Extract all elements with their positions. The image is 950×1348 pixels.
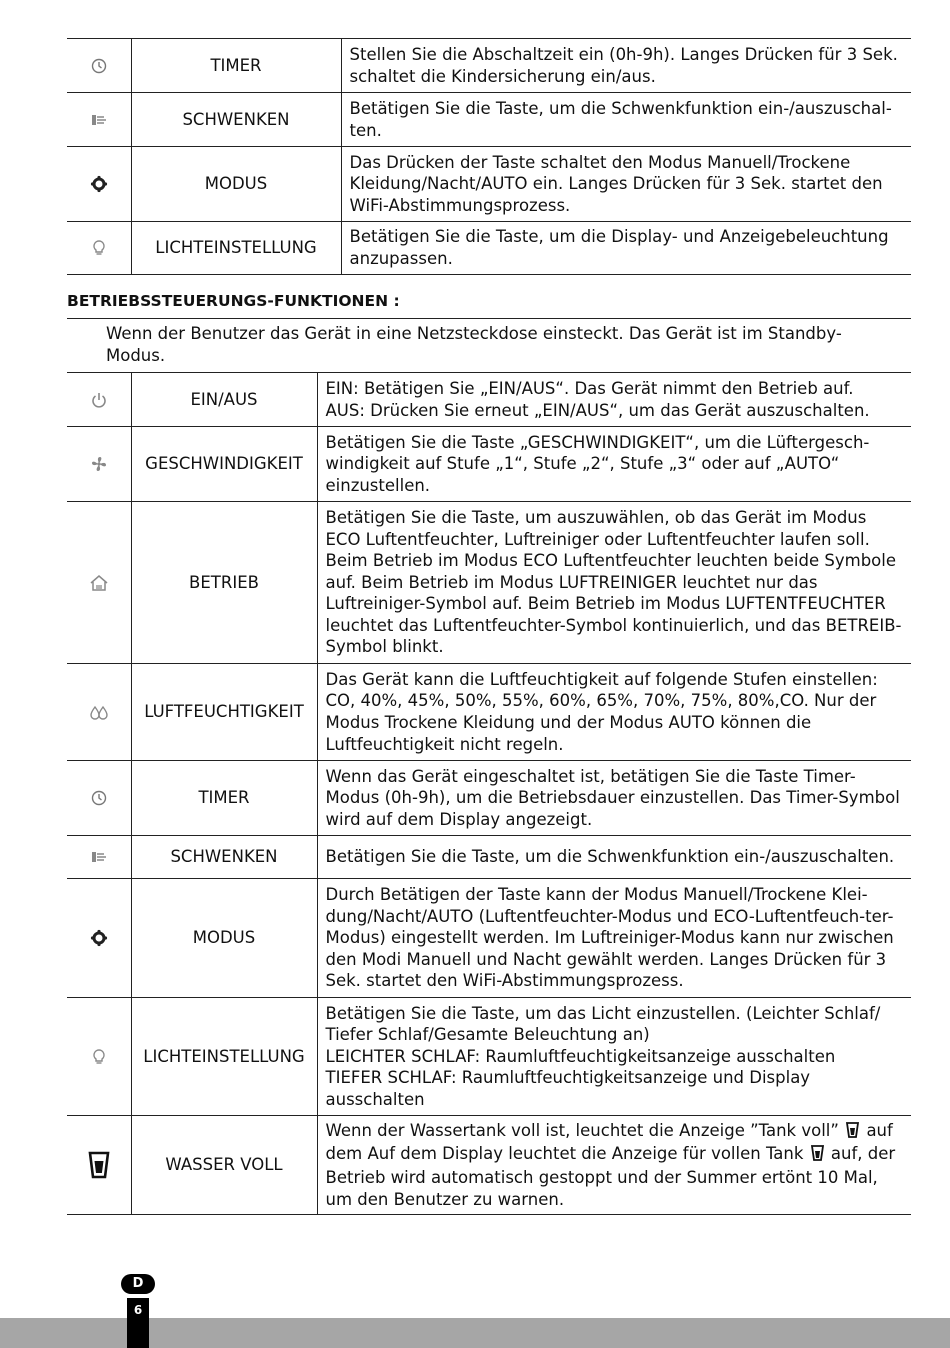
row-description: Betätigen Sie die Taste, um auszuwählen, ob das Gerät im Modus ECO Luftentfeuchter, Luftreiniger oder Luftentfeuchter laufen soll. Beim Betrieb im Modus ECO Luftentfeuchter leuchten beide Symbole auf. Beim Betrieb im Modus LUFTREINIGER leuchtet nur das Luftreiniger-Symbol auf. Beim Betrieb im Modus LUFTENTFEUCHTER leuchtet das Luftentfeuchter-Symbol kontinuierlich, und das BETREIB-Symbol blinkt. [317, 502, 911, 664]
house-icon [67, 502, 131, 664]
table-row [67, 222, 911, 275]
row-description: Betätigen Sie die Taste, um die Schwenkfunktion ein-/auszuschal-ten. [341, 93, 911, 147]
fan-icon [67, 427, 131, 502]
row-name: LICHTEINSTELLUNG [131, 222, 341, 275]
row-name: GESCHWINDIGKEIT [131, 427, 317, 502]
tank-full-icon [811, 1145, 824, 1167]
row-name: MODUS [131, 147, 341, 222]
desc-part: auf dem Auf dem Display leuchtet die Anzeige für vollen Tank [325, 1120, 893, 1164]
table-row [67, 761, 911, 836]
row-name: MODUS [131, 879, 317, 998]
table-row [67, 1116, 911, 1215]
clock-icon [67, 761, 131, 836]
swing-icon [67, 836, 131, 879]
water-tank-icon [67, 1116, 131, 1215]
gear-icon [67, 879, 131, 998]
table-row [67, 998, 911, 1116]
power-icon [67, 373, 131, 427]
page-number: 6 [127, 1298, 149, 1348]
bulb-icon [67, 222, 131, 275]
table-row [67, 836, 911, 879]
row-description: Das Drücken der Taste schaltet den Modus Manuell/Trockene Kleidung/Nacht/AUTO ein. Langes Drücken für 3 Sek. startet den WiFi-Abstimmungsprozess. [341, 147, 911, 222]
top-function-table [67, 38, 911, 275]
row-name: LUFTFEUCHTIGKEIT [131, 664, 317, 761]
table-row [67, 373, 911, 427]
divider [67, 318, 911, 319]
tank-full-icon [846, 1122, 859, 1144]
row-name: BETRIEB [131, 502, 317, 664]
gear-icon [67, 147, 131, 222]
desc-part: Wenn der Wassertank voll ist, leuchtet die Anzeige ”Tank voll” [325, 1120, 839, 1140]
row-name: TIMER [131, 39, 341, 93]
table-row [67, 427, 911, 502]
bulb-icon [67, 998, 131, 1116]
language-badge: D [121, 1274, 155, 1294]
table-row [67, 147, 911, 222]
row-description: Das Gerät kann die Luftfeuchtigkeit auf folgende Stufen einstellen: CO, 40%, 45%, 50%, 55%, 60%, 65%, 70%, 75%, 80%,CO. Nur der Modus Trockene Kleidung und der Modus AUTO können die Luftfeuchtigkeit nicht regeln. [317, 664, 911, 761]
desc-part: auf, der Betrieb wird automatisch gestoppt und der Summer ertönt 10 Mal, um den Benutzer zu warnen. [325, 1144, 896, 1209]
row-description: Stellen Sie die Abschaltzeit ein (0h-9h). Langes Drücken für 3 Sek. schaltet die Kindersicherung ein/aus. [341, 39, 911, 93]
humidity-drops-icon [67, 664, 131, 761]
row-description: Betätigen Sie die Taste „GESCHWINDIGKEIT“, um die Lüftergesch-windigkeit auf Stufe „1“, Stufe „2“, Stufe „3“ oder auf „AUTO“ einzustellen. [317, 427, 911, 502]
row-description [317, 1116, 911, 1215]
row-description: Betätigen Sie die Taste, um das Licht einzustellen. (Leichter Schlaf/ Tiefer Schlaf/Gesamte Beleuchtung an) LEICHTER SCHLAF: Raumluftfeuchtigkeitsanzeige ausschalten TIEFER SCHLAF: Raumluftfeuchtigkeitsanzeige und Display ausschalten [317, 998, 911, 1116]
table-row [67, 879, 911, 998]
row-description: Betätigen Sie die Taste, um die Display- und Anzeigebeleuchtung anzupassen. [341, 222, 911, 275]
intro-text: Wenn der Benutzer das Gerät in eine Netzsteckdose einsteckt. Das Gerät ist im Standby-Modus. [106, 324, 842, 365]
clock-icon [67, 39, 131, 93]
row-name: LICHTEINSTELLUNG [131, 998, 317, 1116]
row-description: Betätigen Sie die Taste, um die Schwenkfunktion ein-/auszuschalten. [317, 836, 911, 879]
row-name: WASSER VOLL [131, 1116, 317, 1215]
section-title: BETRIEBSSTEUERUNGS-FUNKTIONEN : [67, 292, 400, 310]
row-name: SCHWENKEN [131, 93, 341, 147]
table-row [67, 502, 911, 664]
row-description: EIN: Betätigen Sie „EIN/AUS“. Das Gerät nimmt den Betrieb auf. AUS: Drücken Sie erneut „EIN/AUS“, um das Gerät auszuschalten. [317, 373, 911, 427]
table-row [67, 39, 911, 93]
row-description: Durch Betätigen der Taste kann der Modus Manuell/Trockene Klei-dung/Nacht/AUTO (Luftentfeuchter-Modus und ECO-Luftentfeuch-ter-Modus) eingestellt werden. Im Luftreiniger-Modus kann nur zwischen den Modi Manuell und Nacht gewählt werden. Langes Drücken für 3 Sek. startet den WiFi-Abstimmungsprozess. [317, 879, 911, 998]
operation-function-table [67, 372, 911, 1215]
row-name: EIN/AUS [131, 373, 317, 427]
row-name: SCHWENKEN [131, 836, 317, 879]
table-row [67, 93, 911, 147]
row-name: TIMER [131, 761, 317, 836]
row-description: Wenn das Gerät eingeschaltet ist, betätigen Sie die Taste Timer-Modus (0h-9h), um die Betriebsdauer einzustellen. Das Timer-Symbol wird auf dem Display angezeigt. [317, 761, 911, 836]
swing-icon [67, 93, 131, 147]
table-row [67, 664, 911, 761]
